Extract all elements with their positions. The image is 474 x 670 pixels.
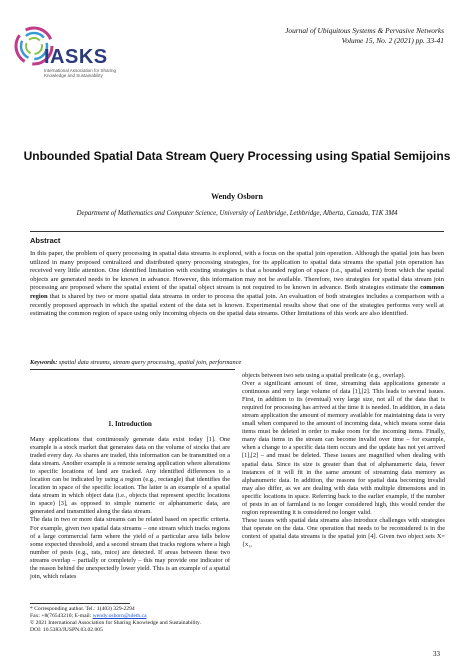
footnote-author: * Corresponding author. Tel.: 1(403) 329-2294 xyxy=(30,606,135,612)
footnote-fax: Fax: +8(76543210; E-mail: xyxy=(30,612,93,619)
journal-name: Journal of Ubiquitous Systems & Pervasive Networks xyxy=(285,26,444,35)
intro-right-column: objects between two sets using a spatial predicate (e.g., overlap). Over a significant amount of time, streaming data applications generate a continuous and very large volume of data [1],[2]. This leads to several issues. First, in addition to its (eventual) very large size, not all of the data that is required for processing has arrived at the time it is needed. In addition, in a data stream application the amount of memory available for maintaining data is very small when compared to the amount of incoming data, which means some data items must be deleted in order to make room for the incoming items. Finally, many data items in the stream can become invalid over time – for example, when a change to a specific data item occurs and the update has not yet arrived [1],[2] – and must be deleted. These issues are magnified when dealing with spatial data. Since its size is greater than that of alphanumeric data, fewer instances of it will fit in the same amount of streaming data memory as alphanumeric data. In addition, the reasons for spatial data becoming invalid may also differ, as we are dealing with data with multiple dimensions and in specific locations in space. Referring back to the earlier example, if the number of pests in an of farmland is no longer considered high, this would render the region representing it is considered no longer valid. These issues with spatial data streams also introduce challenges with strategies that operate on the data. One operation that needs to be reconsidered is in the context of spatial data streams is the spatial join [4]. Given two object sets X={x₁, xyxy=(242,372,445,548)
footnote-rule xyxy=(30,603,130,604)
keywords-text: spatial data streams, stream query processing, spatial join, performance xyxy=(57,359,242,366)
abstract-heading: Abstract xyxy=(30,236,61,245)
footnote-contact xyxy=(30,613,330,620)
abstract-emphasis: common region xyxy=(30,284,444,300)
author-affiliation: Department of Mathematics and Computer Science, University of Lethbridge, Lethbridge, Alberta, Canada, T1K 3M4 xyxy=(76,210,398,217)
keywords xyxy=(30,359,444,366)
journal-volume: Volume 15, No. 2 (2021) pp. 33-41 xyxy=(341,35,444,45)
abstract-text-1: In this paper, the problem of query processing in spatial data streams is explored, with a focus on the spatial join operation. Although the spatial join has been utilized in many proposed centralized and distributed query processing strategies, for its application to spatial data streams the spatial join operation has received very little attention. One identified limitation with existing strategies is that a bounded region of space (i.e., spatial extent) from which the spatial objects are generated needs to be known in advance. However, this information may not be available. Therefore, two strategies for spatial data stream join processing are proposed where the spatial extent of the spatial object stream is not required to be known in advance. Both strategies estimate the xyxy=(30,250,444,292)
logo-name: IASKS xyxy=(44,46,108,68)
intro-left-column: Many applications that continuously generate data exist today [1]. One example is a stock market that generates data on the volume of stocks that are traded every day. As shares are traded, this information can be transmitted on a data stream. Another example is a remote sensing application where alterations to specific locations of land are tracked. Any identified differences to a location can be indicated by using a region (e.g., rectangle) that identifies the location in space of the specific location. The latter is an example of a spatial data stream in which object data (i.e., objects that represent specific locations in space) [3], as opposed to simple numeric or alphanumeric data, are generated and transmitted along the data stream. The data in two or more data streams can be related based on specific criteria. For example, given two spatial data streams – one stream which tracks regions of a large commercial farm where the yield of a particular area falls below some expected threshold, and a second stream that tracks regions where a high number of pests (e.g., rats, mice) are detected. If areas between these two streams overlap – partially or completely – this may provide one indicator of the reason behind the unexpectedly lower yield. This is an example of a spatial join, which relates xyxy=(30,436,230,580)
section-heading-introduction: 1. Introduction xyxy=(108,421,152,428)
journal-logo xyxy=(8,16,128,76)
keywords-label: Keywords: xyxy=(30,359,58,366)
footnote-copyright: © 2021 International Association for Sharing Knowledge and Sustainability. xyxy=(30,619,201,626)
abstract-text-2: that is shared by two or more spatial data streams in order to process the spatial join. An evaluation of both strategies includes a comparison with a recently proposed approach in which the spatial extent of the data set is known. Experimental results show that one of the strategies performs very well at estimating the common region of space using only incoming objects on the spatial data streams. Other limitations of this work are also identified. xyxy=(30,292,444,318)
logo-subtitle: International Association for Sharing Knowledge and Sustainability xyxy=(44,68,117,78)
email-link[interactable]: wendy.osborn@uleth.ca xyxy=(92,612,147,619)
footnote-doi: DOI: 10.5383/JUSPN.03.02.005 xyxy=(30,626,103,633)
paper-title: Unbounded Spatial Data Stream Query Processing using Spatial Semijoins xyxy=(23,149,451,163)
abstract-top-rule xyxy=(30,231,444,232)
keywords-rule xyxy=(30,369,235,370)
footnote xyxy=(30,606,330,634)
abstract-body xyxy=(30,250,444,319)
author-name: Wendy Osborn xyxy=(211,192,263,201)
journal-header xyxy=(184,26,444,45)
page-number: 33 xyxy=(433,650,440,658)
